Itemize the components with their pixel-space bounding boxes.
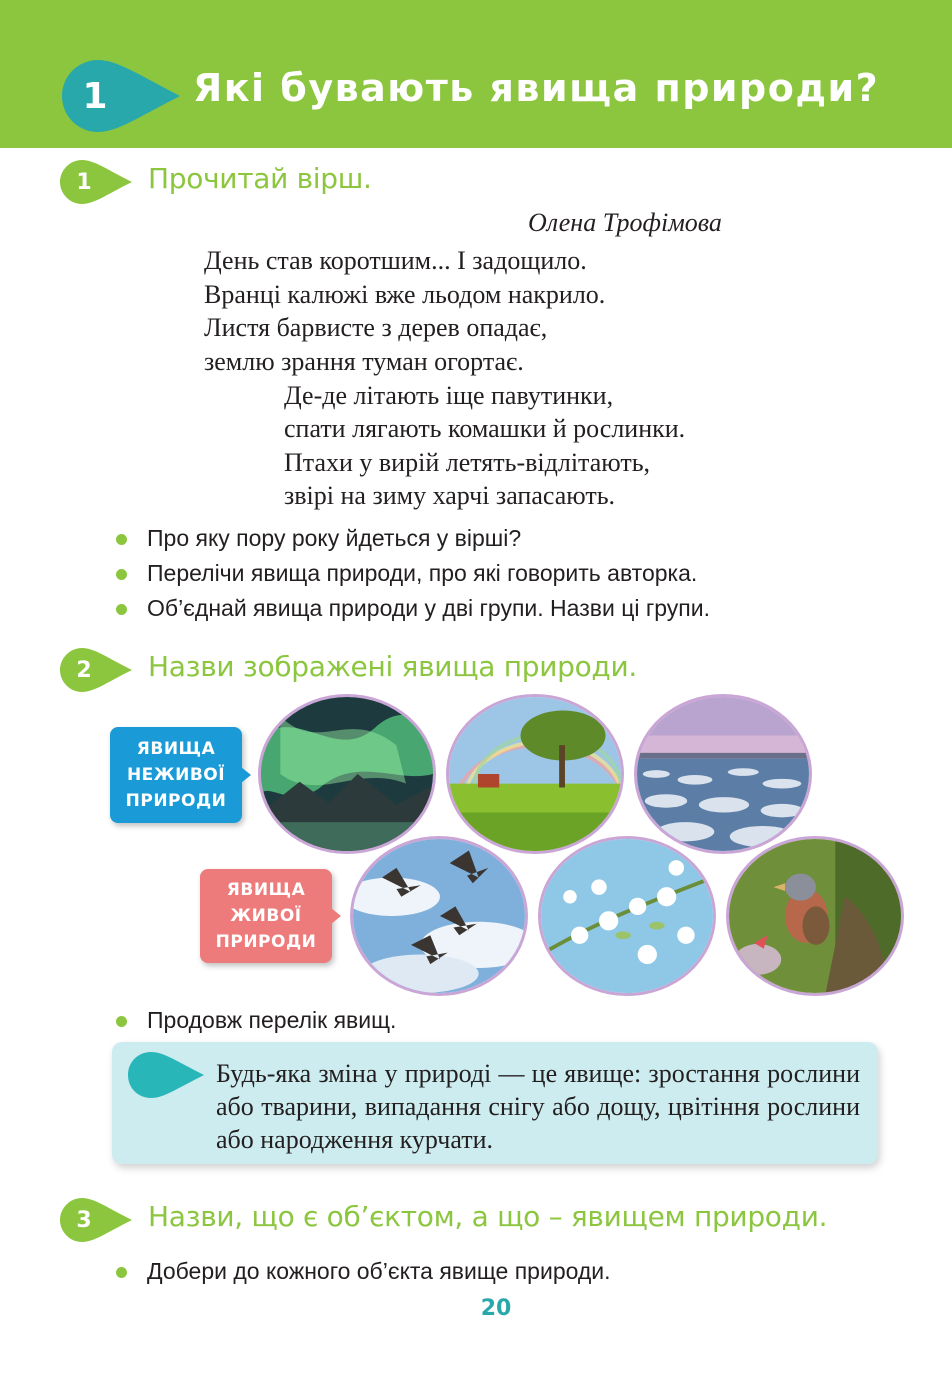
poem-line: День став коротшим... І задощило. <box>204 246 587 275</box>
task-3-number: 3 <box>76 1207 92 1233</box>
category-line: НЕЖИВОЇ <box>126 765 226 785</box>
task-3-title: Назви, що є об’єктом, а що – явищем природи. <box>148 1200 828 1233</box>
poem-line: спати лягають комашки й рослинки. <box>284 414 686 443</box>
task-2-number: 2 <box>76 657 92 683</box>
task-1-title: Прочитай вірш. <box>148 162 372 195</box>
category-line: ПРИРОДИ <box>125 791 227 811</box>
bird-feeding-chicks-photo <box>726 836 904 996</box>
bullet-icon <box>116 534 127 545</box>
poem-line: Вранці калюжі вже льодом накрило. <box>204 280 606 309</box>
ice-floes-photo <box>634 694 812 854</box>
poem-line: Де-де літають іще павутинки, <box>284 381 614 410</box>
migrating-geese-photo <box>350 836 528 996</box>
task-1-number: 1 <box>76 169 92 195</box>
poem-line: Птахи у вирій летять-відлітають, <box>284 448 651 477</box>
bullet-icon <box>116 569 127 580</box>
poem-line: землю зрання туман огортає. <box>204 347 524 376</box>
bullet-icon <box>116 604 127 615</box>
poem-line: звірі на зиму харчі запасають. <box>284 481 616 510</box>
arrow-right-icon <box>241 767 251 783</box>
poem-author: Олена Трофімова <box>528 208 722 237</box>
category-line: ЯВИЩА <box>226 880 306 900</box>
page-number: 20 <box>480 1296 512 1321</box>
bullet-icon <box>116 1267 127 1278</box>
definition-text: Будь-яка зміна у природі — це явище: зростання рослини або тварини, випадання снігу або дощу, цвітіння рослини або народження курчати. <box>216 1059 860 1154</box>
category-line: ЖИВОЇ <box>230 906 302 926</box>
living-category-label <box>200 869 332 963</box>
question-text: Добери до кожного об’єкта явище природи. <box>147 1258 611 1284</box>
category-line: ПРИРОДИ <box>215 932 317 952</box>
bullet-icon <box>116 1016 127 1027</box>
note-marker-icon <box>128 1052 206 1098</box>
lesson-number: 1 <box>82 75 108 117</box>
question-text: Продовж перелік явищ. <box>147 1007 397 1033</box>
blossoming-branch-photo <box>538 836 716 996</box>
nonliving-category-label <box>110 727 242 823</box>
lesson-title: Які бувають явища природи? <box>193 66 880 110</box>
question-text: Про яку пору року йдеться у вірші? <box>147 525 522 551</box>
rainbow-photo <box>446 694 624 854</box>
task-2-title: Назви зображені явища природи. <box>148 650 637 683</box>
question-text: Об’єднай явища природи у дві групи. Назви ці групи. <box>147 595 710 621</box>
aurora-photo <box>258 694 436 854</box>
category-line: ЯВИЩА <box>136 739 216 759</box>
poem-line: Листя барвисте з дерев опадає, <box>204 313 548 342</box>
arrow-right-icon <box>331 908 341 924</box>
question-text: Перелічи явища природи, про які говорить авторка. <box>147 560 698 586</box>
